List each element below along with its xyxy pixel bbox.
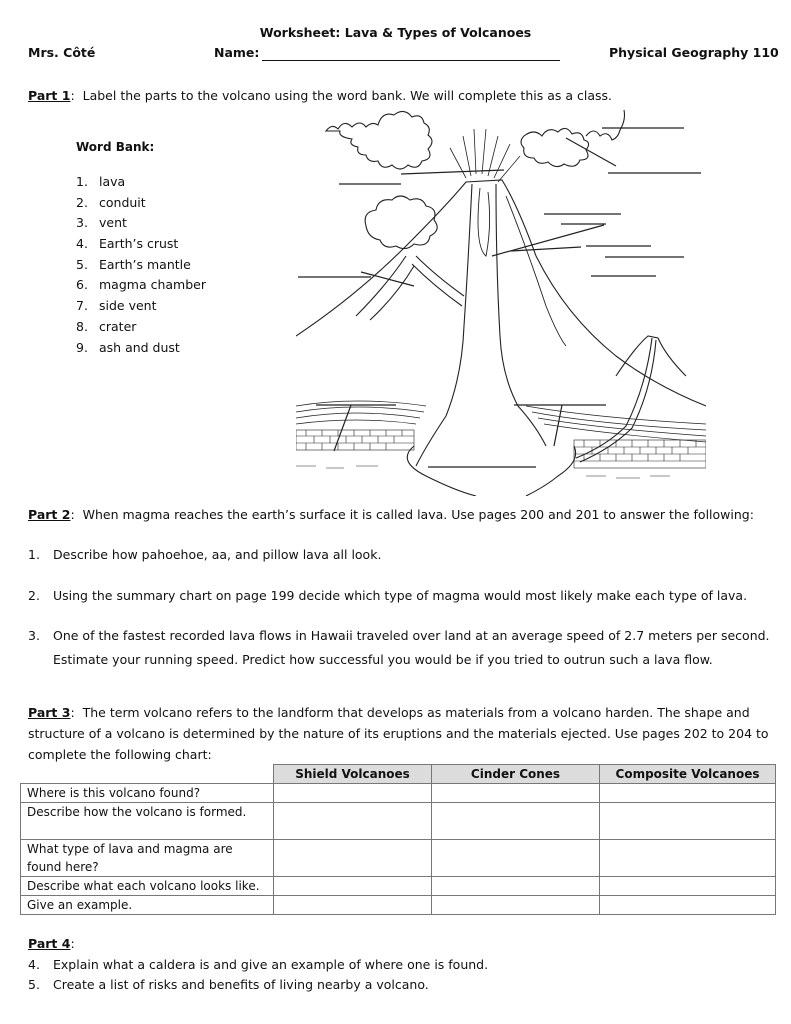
header-cinder: Cinder Cones — [432, 765, 600, 784]
part4-label: Part 4 — [28, 936, 71, 951]
answer-cell[interactable] — [432, 840, 600, 877]
row-question-text: What type of lava and magma are found here? — [27, 842, 233, 874]
conduit — [416, 184, 546, 466]
answer-cell[interactable] — [274, 877, 432, 896]
volcano-types-table — [20, 764, 776, 915]
item-number: 6. — [76, 277, 88, 293]
item-number: 8. — [76, 318, 88, 334]
part1-label: Part 1 — [28, 88, 71, 103]
item-number: 4. — [76, 236, 88, 252]
answer-cell[interactable] — [432, 784, 600, 803]
part1-colon: : — [70, 88, 75, 103]
item-number: 3. — [76, 215, 88, 231]
word-bank-item — [76, 193, 206, 214]
item-number: 5. — [76, 256, 88, 272]
name-label: Name: — [214, 45, 260, 60]
part3-colon: : — [70, 705, 75, 720]
row-question: Describe what each volcano looks like. — [21, 877, 274, 896]
item-term: ash and dust — [99, 339, 180, 355]
answer-cell[interactable] — [600, 840, 776, 877]
part2-label: Part 2 — [28, 507, 71, 522]
table-row — [21, 896, 776, 915]
volcano-cone — [296, 180, 706, 406]
answer-cell[interactable] — [274, 840, 432, 877]
table-row — [21, 803, 776, 840]
item-number: 2. — [76, 194, 88, 210]
label-blank-lines — [298, 128, 701, 467]
item-number: 7. — [76, 298, 88, 314]
word-bank-item — [76, 172, 206, 193]
item-term: Earth’s mantle — [99, 256, 191, 272]
row-question: Where is this volcano found? — [21, 784, 274, 803]
part3-intro-line1 — [28, 705, 750, 720]
answer-cell[interactable] — [432, 896, 600, 915]
item-term: magma chamber — [99, 277, 206, 293]
question-1 — [28, 547, 381, 562]
part1-instruction — [28, 88, 612, 103]
answer-cell[interactable] — [274, 803, 432, 840]
part3-intro-line2: structure of a volcano is determined by the nature of its eruptions and the materials ejected. Use pages 202 to 204 to — [28, 726, 769, 741]
answer-cell[interactable] — [600, 877, 776, 896]
item-term: Earth’s crust — [99, 236, 179, 252]
part3-label: Part 3 — [28, 705, 71, 720]
word-bank-item — [76, 213, 206, 234]
ash-cloud-right — [521, 128, 589, 166]
ash-cloud-left — [326, 111, 432, 169]
word-bank-item — [76, 338, 206, 359]
item-term: conduit — [99, 194, 146, 210]
question-5 — [28, 977, 429, 992]
part4-heading — [28, 936, 75, 951]
part1-text: Label the parts to the volcano using the word bank. We will complete this as a class. — [82, 88, 612, 103]
answer-cell[interactable] — [600, 896, 776, 915]
course-name: Physical Geography 110 — [609, 45, 779, 60]
item-term: vent — [99, 215, 127, 231]
question-text: Using the summary chart on page 199 decide which type of magma would most likely make each type of lava. — [53, 588, 748, 603]
word-bank-item — [76, 234, 206, 255]
table-row — [21, 840, 776, 877]
answer-cell[interactable] — [432, 877, 600, 896]
question-2 — [28, 588, 747, 603]
item-number: 1. — [76, 174, 88, 189]
item-term: side vent — [99, 298, 157, 314]
item-term: crater — [99, 318, 137, 334]
part2-text: When magma reaches the earth’s surface it is called lava. Use pages 200 and 201 to answer the following: — [82, 507, 754, 522]
question-number: 1. — [28, 547, 40, 562]
header-blank — [21, 765, 274, 784]
table-row — [21, 784, 776, 803]
question-4 — [28, 957, 488, 972]
word-bank-item — [76, 296, 206, 317]
word-bank-list — [76, 172, 206, 358]
teacher-name: Mrs. Côté — [28, 45, 96, 60]
row-question: Give an example. — [21, 896, 274, 915]
table-header-row — [21, 765, 776, 784]
table-row — [21, 877, 776, 896]
word-bank-item — [76, 275, 206, 296]
question-text: Explain what a caldera is and give an example of where one is found. — [53, 957, 489, 972]
question-number: 5. — [28, 977, 40, 992]
question-text: One of the fastest recorded lava flows in Hawaii traveled over land at an average speed of 2.7 meters per second. — [53, 628, 770, 643]
answer-cell[interactable] — [432, 803, 600, 840]
magma-chamber — [407, 446, 575, 496]
item-number: 9. — [76, 339, 88, 355]
question-3 — [28, 628, 770, 643]
answer-cell[interactable] — [274, 784, 432, 803]
header-shield: Shield Volcanoes — [274, 765, 432, 784]
answer-cell[interactable] — [600, 784, 776, 803]
name-blank-line[interactable] — [262, 60, 560, 61]
answer-cell[interactable] — [274, 896, 432, 915]
question-number: 2. — [28, 588, 40, 603]
part2-intro — [28, 507, 754, 522]
worksheet-title: Worksheet: Lava & Types of Volcanoes — [259, 25, 532, 40]
answer-cell[interactable] — [600, 803, 776, 840]
part2-colon: : — [70, 507, 75, 522]
part3-intro-line3: complete the following chart: — [28, 747, 212, 762]
volcano-diagram-icon — [296, 106, 706, 496]
question-3-continued: Estimate your running speed. Predict how successful you would be if you tried to outrun such a lava flow. — [53, 652, 713, 667]
question-number: 3. — [28, 628, 40, 643]
side-vent-cloud — [365, 196, 437, 249]
header-composite: Composite Volcanoes — [600, 765, 776, 784]
word-bank-item — [76, 317, 206, 338]
row-question — [21, 840, 274, 877]
row-question: Describe how the volcano is formed. — [21, 803, 274, 840]
word-bank-item — [76, 255, 206, 276]
question-text: Describe how pahoehoe, aa, and pillow lava all look. — [53, 547, 382, 562]
question-text: Create a list of risks and benefits of living nearby a volcano. — [53, 977, 429, 992]
part4-colon: : — [70, 936, 75, 951]
question-number: 4. — [28, 957, 40, 972]
item-term: lava — [99, 174, 126, 189]
part3-text: The term volcano refers to the landform that develops as materials from a volcano harden. The shape and — [82, 705, 750, 720]
word-bank-title: Word Bank: — [76, 140, 155, 154]
